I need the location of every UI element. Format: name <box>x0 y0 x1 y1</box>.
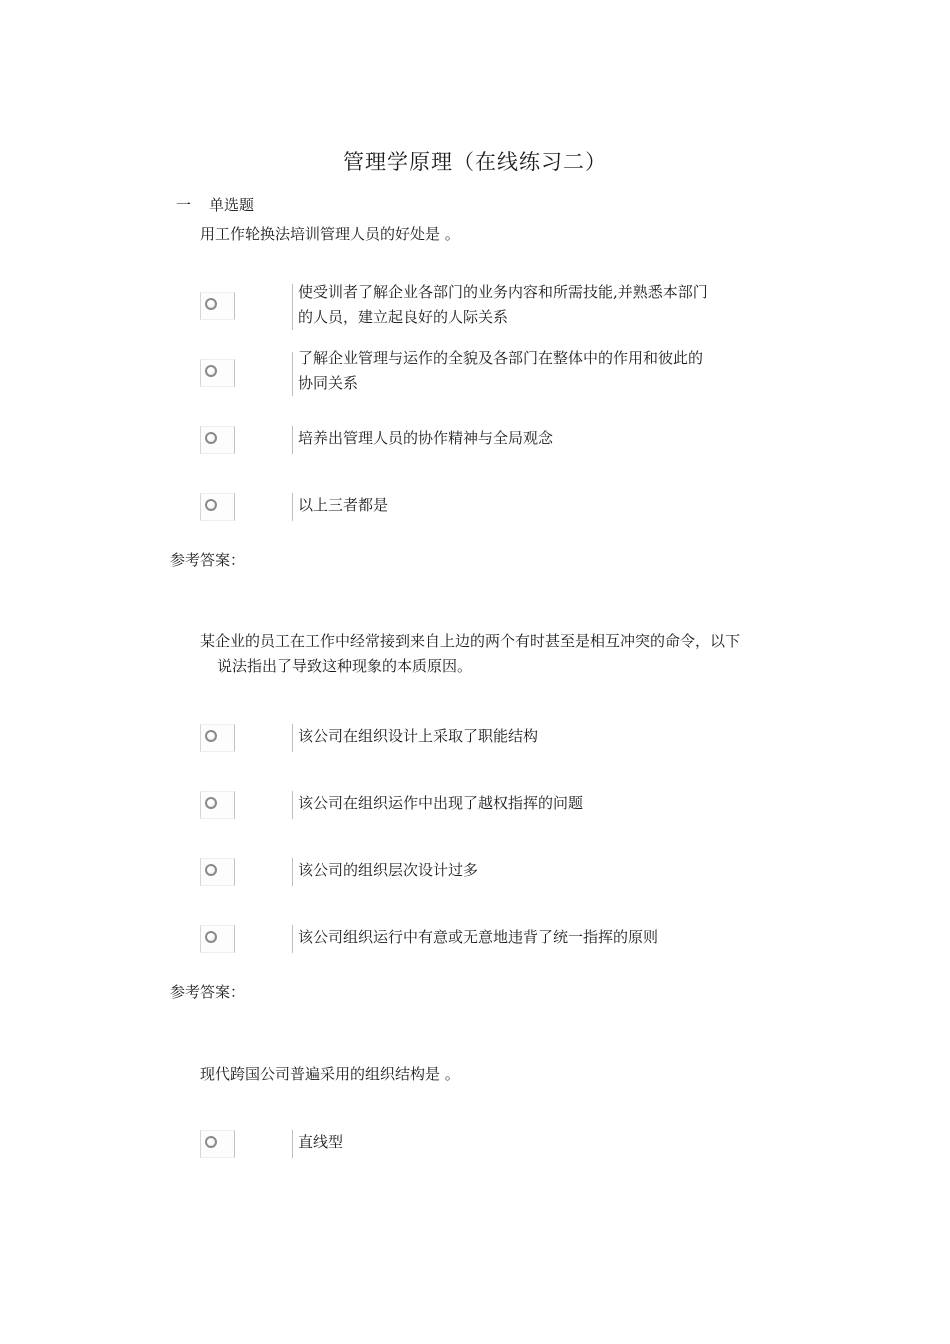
radio-circle-icon <box>205 499 217 511</box>
radio-button[interactable] <box>200 791 235 819</box>
option-label: 该公司组织运行中有意或无意地违背了统一指挥的原则 <box>298 928 659 946</box>
radio-button[interactable] <box>200 724 235 752</box>
radio-circle-icon <box>205 432 217 444</box>
option-label: 以上三者都是 <box>298 496 389 514</box>
section-label: 单选题 <box>209 196 255 214</box>
divider <box>292 493 293 521</box>
question-1-text: 用工作轮换法培训管理人员的好处是 。 <box>200 225 460 243</box>
option-label: 直线型 <box>298 1133 344 1151</box>
divider <box>292 858 293 886</box>
reference-answer-label: 参考答案： <box>170 551 246 569</box>
option-label: 该公司的组织层次设计过多 <box>298 861 479 879</box>
divider <box>292 925 293 953</box>
divider <box>292 791 293 819</box>
radio-button[interactable] <box>200 925 235 953</box>
radio-button[interactable] <box>200 858 235 886</box>
divider <box>292 426 293 454</box>
divider <box>292 284 293 330</box>
radio-circle-icon <box>205 298 217 310</box>
radio-circle-icon <box>205 365 217 377</box>
page-title: 管理学原理（在线练习二） <box>343 150 607 174</box>
section-header <box>176 194 254 215</box>
radio-circle-icon <box>205 864 217 876</box>
radio-button[interactable] <box>200 426 235 454</box>
question-2-text: 某企业的员工在工作中经常接到来自上边的两个有时甚至是相互冲突的命令，以下 说法指出了导致这种现象的本质原因。 <box>200 632 741 675</box>
divider <box>292 352 293 396</box>
radio-button[interactable] <box>200 292 235 320</box>
divider <box>292 724 293 752</box>
section-number: 一 <box>176 196 192 214</box>
radio-button[interactable] <box>200 359 235 387</box>
radio-button[interactable] <box>200 493 235 521</box>
radio-circle-icon <box>205 730 217 742</box>
radio-button[interactable] <box>200 1130 235 1158</box>
option-label: 该公司在组织设计上采取了职能结构 <box>298 727 539 745</box>
option-label: 了解企业管理与运作的全貌及各部门在整体中的作用和彼此的 协同关系 <box>298 349 704 392</box>
radio-circle-icon <box>205 1136 217 1148</box>
radio-circle-icon <box>205 797 217 809</box>
option-label: 培养出管理人员的协作精神与全局观念 <box>298 429 554 447</box>
option-label: 使受训者了解企业各部门的业务内容和所需技能,并熟悉本部门 的人员，建立起良好的人际关系 <box>298 283 708 326</box>
reference-answer-label: 参考答案： <box>170 983 246 1001</box>
divider <box>292 1130 293 1158</box>
option-label: 该公司在组织运作中出现了越权指挥的问题 <box>298 794 584 812</box>
radio-circle-icon <box>205 931 217 943</box>
question-3-text: 现代跨国公司普遍采用的组织结构是 。 <box>200 1065 460 1083</box>
